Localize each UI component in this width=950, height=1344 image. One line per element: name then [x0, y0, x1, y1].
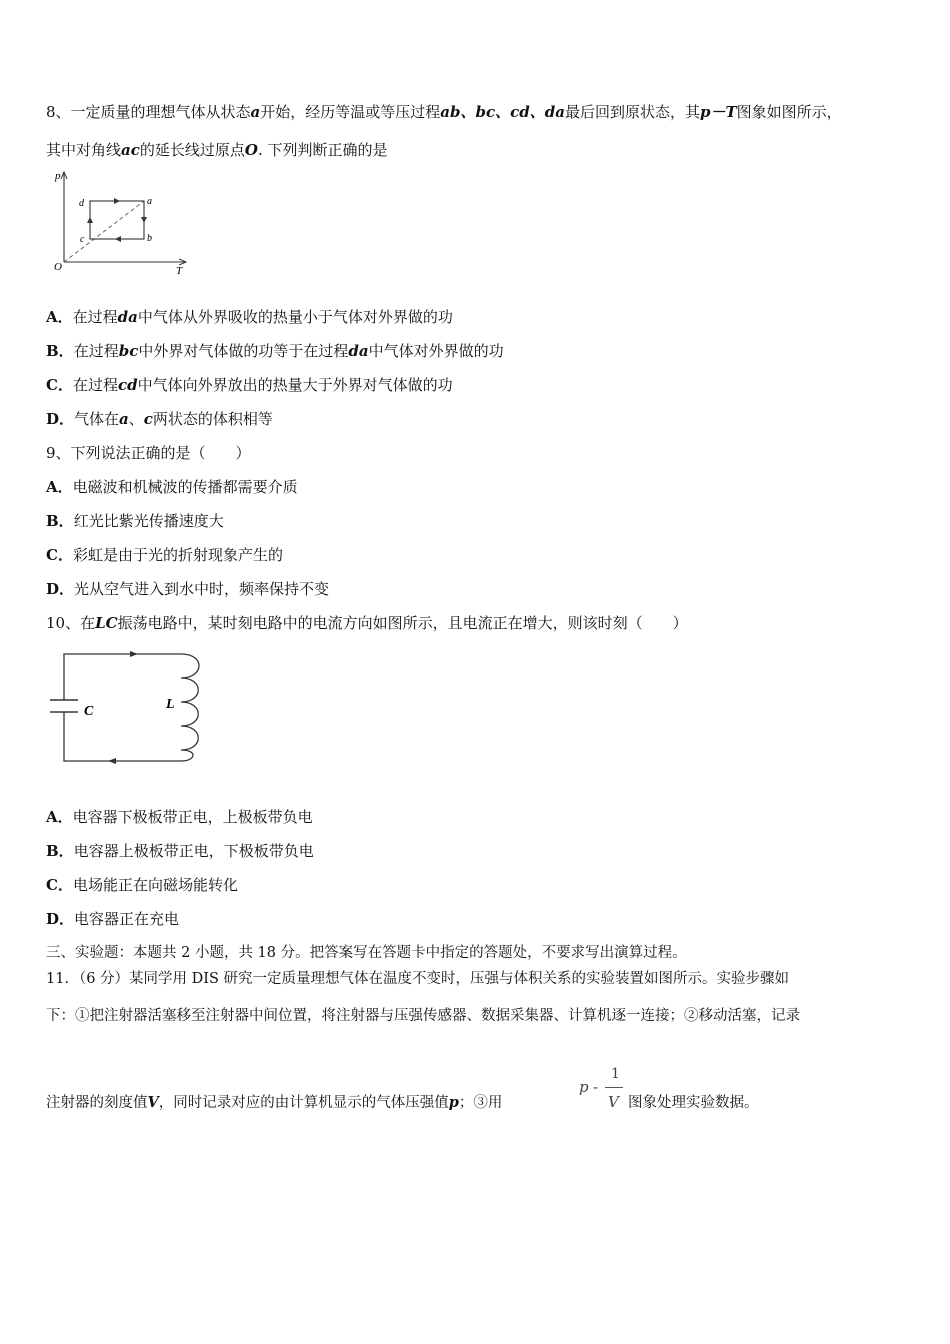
q8-option-b: B．在过程bc中外界对气体做的功等于在过程da中气体对外界做的功 [46, 342, 504, 360]
q8-stem-line1: 8、一定质量的理想气体从状态a开始，经历等温或等压过程ab、bc、cd、da最后回到原状态，其p－T图象如图所示， [46, 103, 842, 121]
arrow-cd [87, 217, 93, 223]
q8-option-c: C．在过程cd中气体向外界放出的热量大于外界对气体做的功 [46, 376, 453, 394]
lc-circuit-diagram [46, 648, 206, 770]
arrow-ab [141, 217, 147, 223]
q11-line1: 11．（6 分）某同学用 DIS 研究一定质量理想气体在温度不变时，压强与体积关系的实验装置如图所示。实验步骤如 [46, 971, 790, 987]
p-vs-1-over-v-formula [579, 1066, 625, 1116]
current-arrow-top [130, 651, 138, 657]
q8-option-d: D．气体在a、c两状态的体积相等 [46, 410, 273, 428]
point-d-label: d [79, 198, 84, 209]
formula-numerator: 1 [611, 1066, 620, 1082]
inductor-label: L [166, 697, 175, 712]
arrow-bc [115, 236, 121, 242]
arrow-da [114, 198, 120, 204]
origin-label: O [54, 261, 62, 273]
wire-bottom [64, 712, 181, 761]
q9-option-d: D．光从空气进入到水中时，频率保持不变 [46, 580, 330, 598]
wire-top [64, 654, 181, 700]
point-c-label: c [80, 234, 85, 245]
formula-denominator: V [608, 1093, 619, 1111]
q10-stem: 10、在LC振荡电路中，某时刻电路中的电流方向如图所示，且电流正在增大，则该时刻（ ） [46, 614, 688, 632]
point-a-label: a [147, 196, 152, 207]
q10-option-d: D．电容器正在充电 [46, 910, 180, 928]
q11-line3: 注射器的刻度值V，同时记录对应的由计算机显示的气体压强值p；③用 [46, 1094, 503, 1111]
point-b-label: b [147, 233, 152, 244]
q9-option-a: A．电磁波和机械波的传播都需要介质 [46, 478, 298, 496]
cycle-rectangle [90, 201, 144, 239]
q10-option-c: C．电场能正在向磁场能转化 [46, 876, 238, 894]
current-arrow-bottom [108, 758, 116, 764]
formula-fraction-bar [605, 1087, 623, 1088]
diagonal-ac-dashed [64, 201, 144, 262]
q9-stem: 9、下列说法正确的是（ ） [46, 444, 251, 462]
p-t-diagram [46, 166, 196, 278]
capacitor-label: C [84, 704, 94, 719]
formula-dash: - [593, 1078, 599, 1096]
q10-option-b: B．电容器上极板带正电，下极板带负电 [46, 842, 314, 860]
formula-p: p [579, 1078, 589, 1096]
p-axis-label: p [55, 170, 61, 182]
q9-option-c: C．彩虹是由于光的折射现象产生的 [46, 546, 283, 564]
q9-option-b: B．红光比紫光传播速度大 [46, 512, 224, 530]
inductor-coil [181, 654, 199, 761]
q8-option-a: A．在过程da中气体从外界吸收的热量小于气体对外界做的功 [46, 308, 453, 326]
q8-stem-line2: 其中对角线ac的延长线过原点O. 下列判断正确的是 [46, 141, 388, 159]
q11-line3-end: 图象处理实验数据。 [628, 1095, 759, 1111]
q10-option-a: A．电容器下极板带正电，上极板带负电 [46, 808, 313, 826]
section-3-heading: 三、实验题：本题共 2 小题，共 18 分。把答案写在答题卡中指定的答题处，不要求写出演算过程。 [46, 945, 687, 961]
q11-line2: 下：①把注射器活塞移至注射器中间位置，将注射器与压强传感器、数据采集器、计算机逐一连接；②移动活塞，记录 [46, 1008, 800, 1024]
t-axis-label: T [176, 265, 183, 277]
